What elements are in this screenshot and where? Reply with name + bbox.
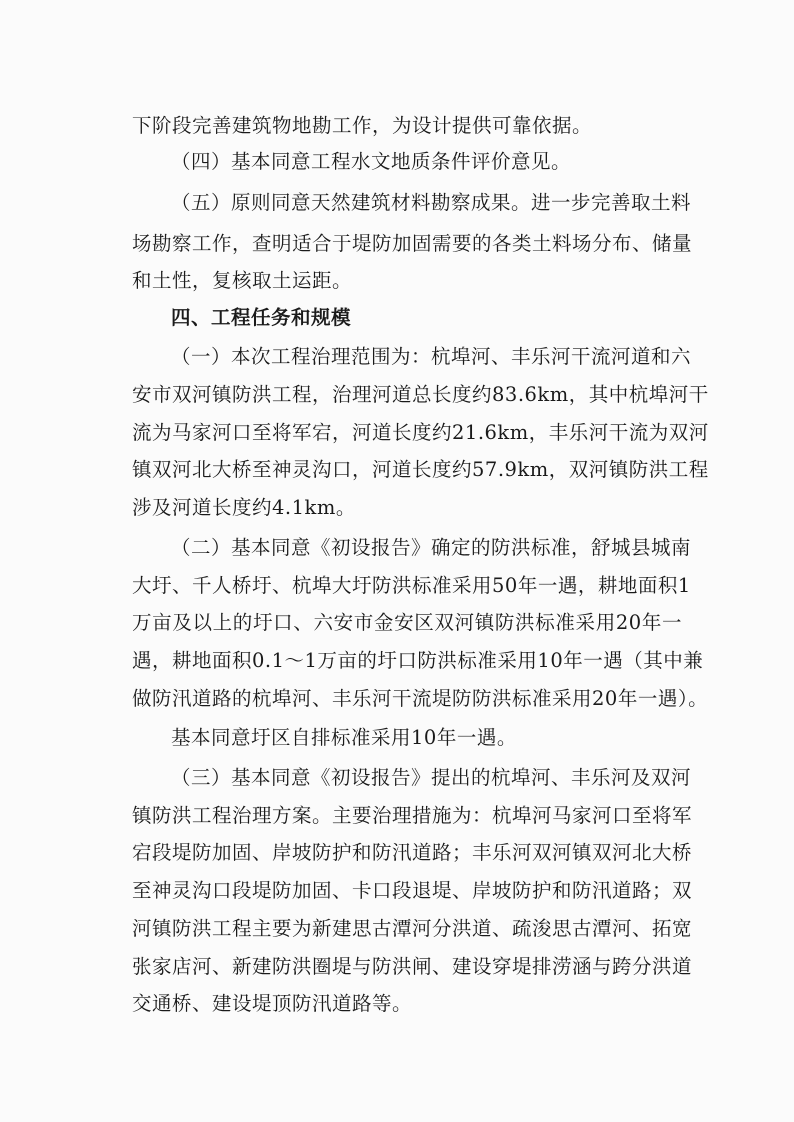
section-heading: 四、工程任务和规模 xyxy=(171,306,352,329)
text-line: 宕段堤防加固、岸坡防护和防汛道路；丰乐河双河镇双河北大桥 xyxy=(132,841,693,864)
text-line: 张家店河、新建防洪圈堤与防洪闸、建设穿堤排涝涵与跨分洪道 xyxy=(132,955,693,978)
text-line: （四）基本同意工程水文地质条件评价意见。 xyxy=(171,150,572,173)
text-line: 交通桥、建设堤顶防汛道路等。 xyxy=(132,992,413,1015)
text-line: （三）基本同意《初设报告》提出的杭埠河、丰乐河及双河 xyxy=(171,766,692,789)
text-line: 做防汛道路的杭埠河、丰乐河干流堤防防洪标准采用20年一遇）。 xyxy=(132,687,709,710)
text-line: 大圩、千人桥圩、杭埠大圩防洪标准采用50年一遇，耕地面积1 xyxy=(132,574,691,597)
text-line: 涉及河道长度约4.1km。 xyxy=(132,496,356,519)
text-line: 和土性，复核取土运距。 xyxy=(132,269,353,292)
text-line: 场勘察工作，查明适合于堤防加固需要的各类土料场分布、储量 xyxy=(132,232,693,255)
text-line: 下阶段完善建筑物地勘工作，为设计提供可靠依据。 xyxy=(132,114,593,137)
text-line: （五）原则同意天然建筑材料勘察成果。进一步完善取土料 xyxy=(171,191,692,214)
text-line: 镇双河北大桥至神灵沟口，河道长度约57.9km，双河镇防洪工程 xyxy=(132,458,709,481)
text-line: 基本同意圩区自排标准采用10年一遇。 xyxy=(171,726,517,749)
text-line: 至神灵沟口段堤防加固、卡口段退堤、岸坡防护和防汛道路；双 xyxy=(132,879,693,902)
text-line: 万亩及以上的圩口、六安市金安区双河镇防洪标准采用20年一 xyxy=(132,611,682,634)
text-line: 遇，耕地面积0.1～1万亩的圩口防洪标准采用10年一遇（其中兼 xyxy=(132,649,704,672)
text-line: （二）基本同意《初设报告》确定的防洪标准，舒城县城南 xyxy=(171,536,692,559)
text-line: 河镇防洪工程主要为新建思古潭河分洪道、疏浚思古潭河、拓宽 xyxy=(132,917,693,940)
text-line: 安市双河镇防洪工程，治理河道总长度约83.6km，其中杭埠河干 xyxy=(132,383,709,406)
text-line: 流为马家河口至将军宕，河道长度约21.6km，丰乐河干流为双河 xyxy=(132,421,709,444)
text-line: （一）本次工程治理范围为：杭埠河、丰乐河干流河道和六 xyxy=(171,345,692,368)
text-line: 镇防洪工程治理方案。主要治理措施为：杭埠河马家河口至将军 xyxy=(132,804,693,827)
